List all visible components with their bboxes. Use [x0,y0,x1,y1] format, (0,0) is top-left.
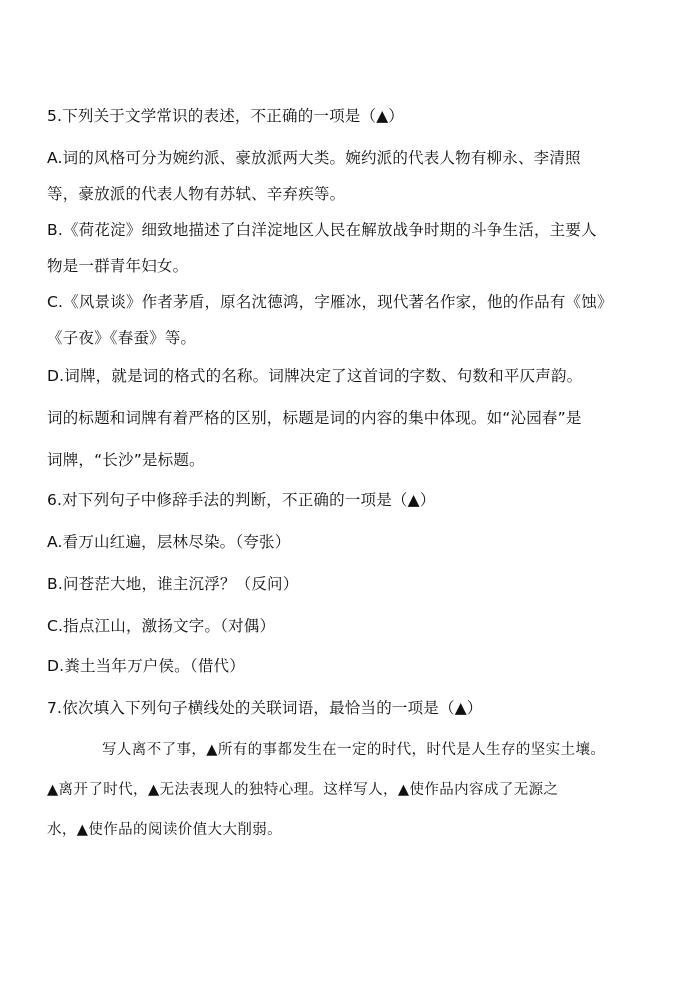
question-6-option-c: C.指点江山，激扬文字。（对偶） [47,617,276,635]
question-5-option-b-line-2: 物是一群青年妇女。 [47,257,189,275]
question-7-stem: 7.依次填入下列句子横线处的关联词语，最恰当的一项是（▲） [47,699,483,717]
question-5-option-a-line-2: 等，豪放派的代表人物有苏轼、辛弃疾等。 [47,185,346,203]
question-6-option-d: D.粪土当年万户侯。（借代） [47,657,245,675]
question-5-option-d-line-3: 词牌，“长沙”是标题。 [47,451,205,469]
question-5-option-c-line-2: 《子夜》《春蚕》等。 [47,329,197,347]
question-7-passage-line-3: 水，▲使作品的阅读价值大大削弱。 [47,822,283,838]
question-5-stem: 5.下列关于文学常识的表述，不正确的一项是（▲） [47,107,405,125]
question-6-stem: 6.对下列句子中修辞手法的判断，不正确的一项是（▲） [47,491,436,509]
question-5-option-c-line-1: C.《风景谈》作者茅盾，原名沈德鸿，字雁冰，现代著名作家，他的作品有《蚀》 [47,293,613,311]
question-5-option-d-line-1: D.词牌，就是词的格式的名称。词牌决定了这首词的字数、句数和平仄声韵。 [47,367,583,385]
question-5-option-d-line-2: 词的标题和词牌有着严格的区别，标题是词的内容的集中体现。如“沁园春”是 [47,409,582,427]
question-5-option-a-line-1: A.词的风格可分为婉约派、豪放派两大类。婉约派的代表人物有柳永、李清照 [47,149,581,167]
question-5-option-b-line-1: B.《荷花淀》细致地描述了白洋淀地区人民在解放战争时期的斗争生活，主要人 [47,221,597,239]
question-6-option-b: B.问苍茫大地，谁主沉浮？（反问） [47,575,299,593]
question-6-option-a: A.看万山红遍，层林尽染。（夸张） [47,533,291,551]
question-7-passage-line-1: 写人离不了事，▲所有的事都发生在一定的时代，时代是人生存的坚实土壤。 [102,742,606,758]
question-7-passage-line-2: ▲离开了时代，▲无法表现人的独特心理。这样写人，▲使作品内容成了无源之 [47,782,559,798]
